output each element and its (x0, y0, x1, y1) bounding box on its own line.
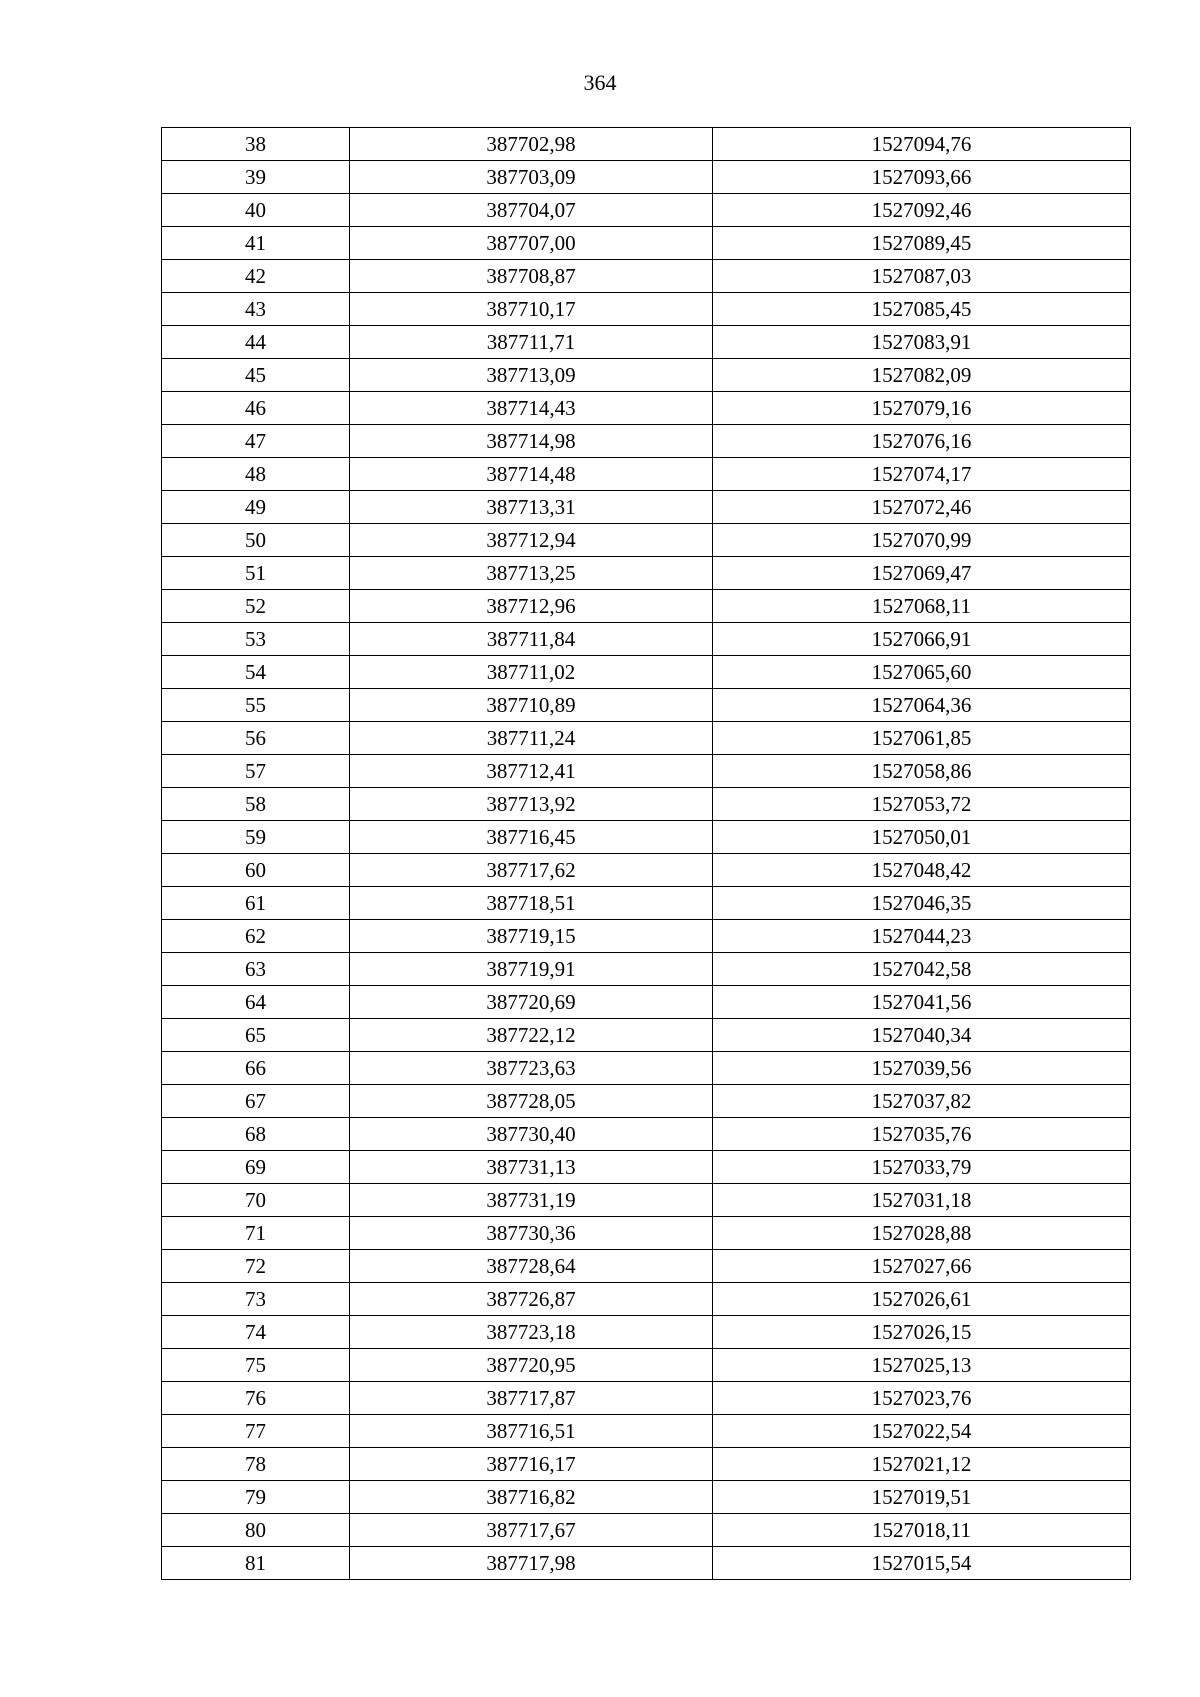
point-number-cell: 78 (162, 1448, 350, 1481)
y-coordinate-cell: 1527072,46 (713, 491, 1131, 524)
coordinates-table-body (162, 128, 1131, 1580)
table-row (162, 1052, 1131, 1085)
table-row (162, 359, 1131, 392)
table-row (162, 1019, 1131, 1052)
table-row (162, 1316, 1131, 1349)
y-coordinate-cell: 1527033,79 (713, 1151, 1131, 1184)
point-number-cell: 41 (162, 227, 350, 260)
x-coordinate-cell: 387713,25 (350, 557, 713, 590)
x-coordinate-cell: 387717,67 (350, 1514, 713, 1547)
x-coordinate-cell: 387714,98 (350, 425, 713, 458)
point-number-cell: 66 (162, 1052, 350, 1085)
point-number-cell: 40 (162, 194, 350, 227)
x-coordinate-cell: 387720,69 (350, 986, 713, 1019)
x-coordinate-cell: 387716,45 (350, 821, 713, 854)
point-number-cell: 51 (162, 557, 350, 590)
y-coordinate-cell: 1527021,12 (713, 1448, 1131, 1481)
x-coordinate-cell: 387723,18 (350, 1316, 713, 1349)
table-row (162, 920, 1131, 953)
y-coordinate-cell: 1527061,85 (713, 722, 1131, 755)
x-coordinate-cell: 387714,48 (350, 458, 713, 491)
y-coordinate-cell: 1527050,01 (713, 821, 1131, 854)
y-coordinate-cell: 1527082,09 (713, 359, 1131, 392)
y-coordinate-cell: 1527066,91 (713, 623, 1131, 656)
point-number-cell: 44 (162, 326, 350, 359)
y-coordinate-cell: 1527053,72 (713, 788, 1131, 821)
table-row (162, 1217, 1131, 1250)
y-coordinate-cell: 1527044,23 (713, 920, 1131, 953)
x-coordinate-cell: 387731,19 (350, 1184, 713, 1217)
point-number-cell: 43 (162, 293, 350, 326)
point-number-cell: 56 (162, 722, 350, 755)
point-number-cell: 42 (162, 260, 350, 293)
point-number-cell: 48 (162, 458, 350, 491)
x-coordinate-cell: 387711,02 (350, 656, 713, 689)
table-row (162, 1085, 1131, 1118)
x-coordinate-cell: 387711,84 (350, 623, 713, 656)
x-coordinate-cell: 387712,41 (350, 755, 713, 788)
point-number-cell: 46 (162, 392, 350, 425)
point-number-cell: 53 (162, 623, 350, 656)
point-number-cell: 73 (162, 1283, 350, 1316)
point-number-cell: 67 (162, 1085, 350, 1118)
x-coordinate-cell: 387713,31 (350, 491, 713, 524)
x-coordinate-cell: 387728,64 (350, 1250, 713, 1283)
y-coordinate-cell: 1527089,45 (713, 227, 1131, 260)
y-coordinate-cell: 1527039,56 (713, 1052, 1131, 1085)
table-row (162, 1151, 1131, 1184)
point-number-cell: 50 (162, 524, 350, 557)
x-coordinate-cell: 387711,24 (350, 722, 713, 755)
table-row (162, 1283, 1131, 1316)
y-coordinate-cell: 1527083,91 (713, 326, 1131, 359)
x-coordinate-cell: 387716,17 (350, 1448, 713, 1481)
table-row (162, 1547, 1131, 1580)
point-number-cell: 57 (162, 755, 350, 788)
x-coordinate-cell: 387704,07 (350, 194, 713, 227)
y-coordinate-cell: 1527070,99 (713, 524, 1131, 557)
x-coordinate-cell: 387723,63 (350, 1052, 713, 1085)
point-number-cell: 55 (162, 689, 350, 722)
x-coordinate-cell: 387712,94 (350, 524, 713, 557)
x-coordinate-cell: 387717,98 (350, 1547, 713, 1580)
point-number-cell: 54 (162, 656, 350, 689)
y-coordinate-cell: 1527048,42 (713, 854, 1131, 887)
x-coordinate-cell: 387710,17 (350, 293, 713, 326)
table-row (162, 161, 1131, 194)
point-number-cell: 63 (162, 953, 350, 986)
point-number-cell: 80 (162, 1514, 350, 1547)
y-coordinate-cell: 1527085,45 (713, 293, 1131, 326)
table-row (162, 953, 1131, 986)
x-coordinate-cell: 387720,95 (350, 1349, 713, 1382)
point-number-cell: 61 (162, 887, 350, 920)
point-number-cell: 45 (162, 359, 350, 392)
y-coordinate-cell: 1527094,76 (713, 128, 1131, 161)
y-coordinate-cell: 1527064,36 (713, 689, 1131, 722)
x-coordinate-cell: 387728,05 (350, 1085, 713, 1118)
x-coordinate-cell: 387719,91 (350, 953, 713, 986)
x-coordinate-cell: 387711,71 (350, 326, 713, 359)
point-number-cell: 49 (162, 491, 350, 524)
point-number-cell: 59 (162, 821, 350, 854)
table-row (162, 1514, 1131, 1547)
table-row (162, 293, 1131, 326)
y-coordinate-cell: 1527037,82 (713, 1085, 1131, 1118)
point-number-cell: 47 (162, 425, 350, 458)
coordinates-table (161, 127, 1131, 1580)
x-coordinate-cell: 387708,87 (350, 260, 713, 293)
point-number-cell: 69 (162, 1151, 350, 1184)
point-number-cell: 76 (162, 1382, 350, 1415)
table-row (162, 326, 1131, 359)
y-coordinate-cell: 1527042,58 (713, 953, 1131, 986)
point-number-cell: 71 (162, 1217, 350, 1250)
table-row (162, 1250, 1131, 1283)
point-number-cell: 74 (162, 1316, 350, 1349)
x-coordinate-cell: 387703,09 (350, 161, 713, 194)
page-number: 364 (583, 70, 617, 95)
x-coordinate-cell: 387719,15 (350, 920, 713, 953)
point-number-cell: 70 (162, 1184, 350, 1217)
point-number-cell: 77 (162, 1415, 350, 1448)
y-coordinate-cell: 1527092,46 (713, 194, 1131, 227)
y-coordinate-cell: 1527093,66 (713, 161, 1131, 194)
y-coordinate-cell: 1527031,18 (713, 1184, 1131, 1217)
point-number-cell: 38 (162, 128, 350, 161)
x-coordinate-cell: 387726,87 (350, 1283, 713, 1316)
table-row (162, 656, 1131, 689)
table-row (162, 227, 1131, 260)
y-coordinate-cell: 1527074,17 (713, 458, 1131, 491)
table-row (162, 524, 1131, 557)
y-coordinate-cell: 1527028,88 (713, 1217, 1131, 1250)
table-row (162, 128, 1131, 161)
y-coordinate-cell: 1527058,86 (713, 755, 1131, 788)
y-coordinate-cell: 1527026,61 (713, 1283, 1131, 1316)
x-coordinate-cell: 387714,43 (350, 392, 713, 425)
table-row (162, 557, 1131, 590)
table-row (162, 260, 1131, 293)
table-row (162, 689, 1131, 722)
y-coordinate-cell: 1527065,60 (713, 656, 1131, 689)
table-row (162, 821, 1131, 854)
y-coordinate-cell: 1527046,35 (713, 887, 1131, 920)
point-number-cell: 79 (162, 1481, 350, 1514)
x-coordinate-cell: 387722,12 (350, 1019, 713, 1052)
table-row (162, 458, 1131, 491)
x-coordinate-cell: 387730,40 (350, 1118, 713, 1151)
x-coordinate-cell: 387717,87 (350, 1382, 713, 1415)
y-coordinate-cell: 1527069,47 (713, 557, 1131, 590)
y-coordinate-cell: 1527025,13 (713, 1349, 1131, 1382)
table-row (162, 722, 1131, 755)
y-coordinate-cell: 1527018,11 (713, 1514, 1131, 1547)
y-coordinate-cell: 1527015,54 (713, 1547, 1131, 1580)
y-coordinate-cell: 1527026,15 (713, 1316, 1131, 1349)
point-number-cell: 81 (162, 1547, 350, 1580)
x-coordinate-cell: 387716,51 (350, 1415, 713, 1448)
y-coordinate-cell: 1527027,66 (713, 1250, 1131, 1283)
x-coordinate-cell: 387718,51 (350, 887, 713, 920)
x-coordinate-cell: 387731,13 (350, 1151, 713, 1184)
point-number-cell: 72 (162, 1250, 350, 1283)
point-number-cell: 58 (162, 788, 350, 821)
point-number-cell: 52 (162, 590, 350, 623)
table-row (162, 755, 1131, 788)
point-number-cell: 64 (162, 986, 350, 1019)
x-coordinate-cell: 387717,62 (350, 854, 713, 887)
y-coordinate-cell: 1527076,16 (713, 425, 1131, 458)
table-row (162, 887, 1131, 920)
x-coordinate-cell: 387730,36 (350, 1217, 713, 1250)
table-row (162, 1382, 1131, 1415)
y-coordinate-cell: 1527022,54 (713, 1415, 1131, 1448)
y-coordinate-cell: 1527019,51 (713, 1481, 1131, 1514)
x-coordinate-cell: 387707,00 (350, 227, 713, 260)
point-number-cell: 68 (162, 1118, 350, 1151)
point-number-cell: 75 (162, 1349, 350, 1382)
table-row (162, 623, 1131, 656)
point-number-cell: 39 (162, 161, 350, 194)
x-coordinate-cell: 387716,82 (350, 1481, 713, 1514)
table-row (162, 425, 1131, 458)
y-coordinate-cell: 1527040,34 (713, 1019, 1131, 1052)
table-row (162, 1481, 1131, 1514)
y-coordinate-cell: 1527035,76 (713, 1118, 1131, 1151)
table-row (162, 1349, 1131, 1382)
x-coordinate-cell: 387713,92 (350, 788, 713, 821)
y-coordinate-cell: 1527041,56 (713, 986, 1131, 1019)
y-coordinate-cell: 1527068,11 (713, 590, 1131, 623)
point-number-cell: 62 (162, 920, 350, 953)
table-row (162, 1448, 1131, 1481)
table-row (162, 1415, 1131, 1448)
point-number-cell: 60 (162, 854, 350, 887)
y-coordinate-cell: 1527087,03 (713, 260, 1131, 293)
x-coordinate-cell: 387713,09 (350, 359, 713, 392)
table-row (162, 392, 1131, 425)
table-row (162, 854, 1131, 887)
table-row (162, 1118, 1131, 1151)
x-coordinate-cell: 387712,96 (350, 590, 713, 623)
point-number-cell: 65 (162, 1019, 350, 1052)
x-coordinate-cell: 387702,98 (350, 128, 713, 161)
y-coordinate-cell: 1527023,76 (713, 1382, 1131, 1415)
table-row (162, 194, 1131, 227)
table-row (162, 590, 1131, 623)
table-row (162, 491, 1131, 524)
table-row (162, 986, 1131, 1019)
x-coordinate-cell: 387710,89 (350, 689, 713, 722)
table-row (162, 788, 1131, 821)
table-row (162, 1184, 1131, 1217)
y-coordinate-cell: 1527079,16 (713, 392, 1131, 425)
